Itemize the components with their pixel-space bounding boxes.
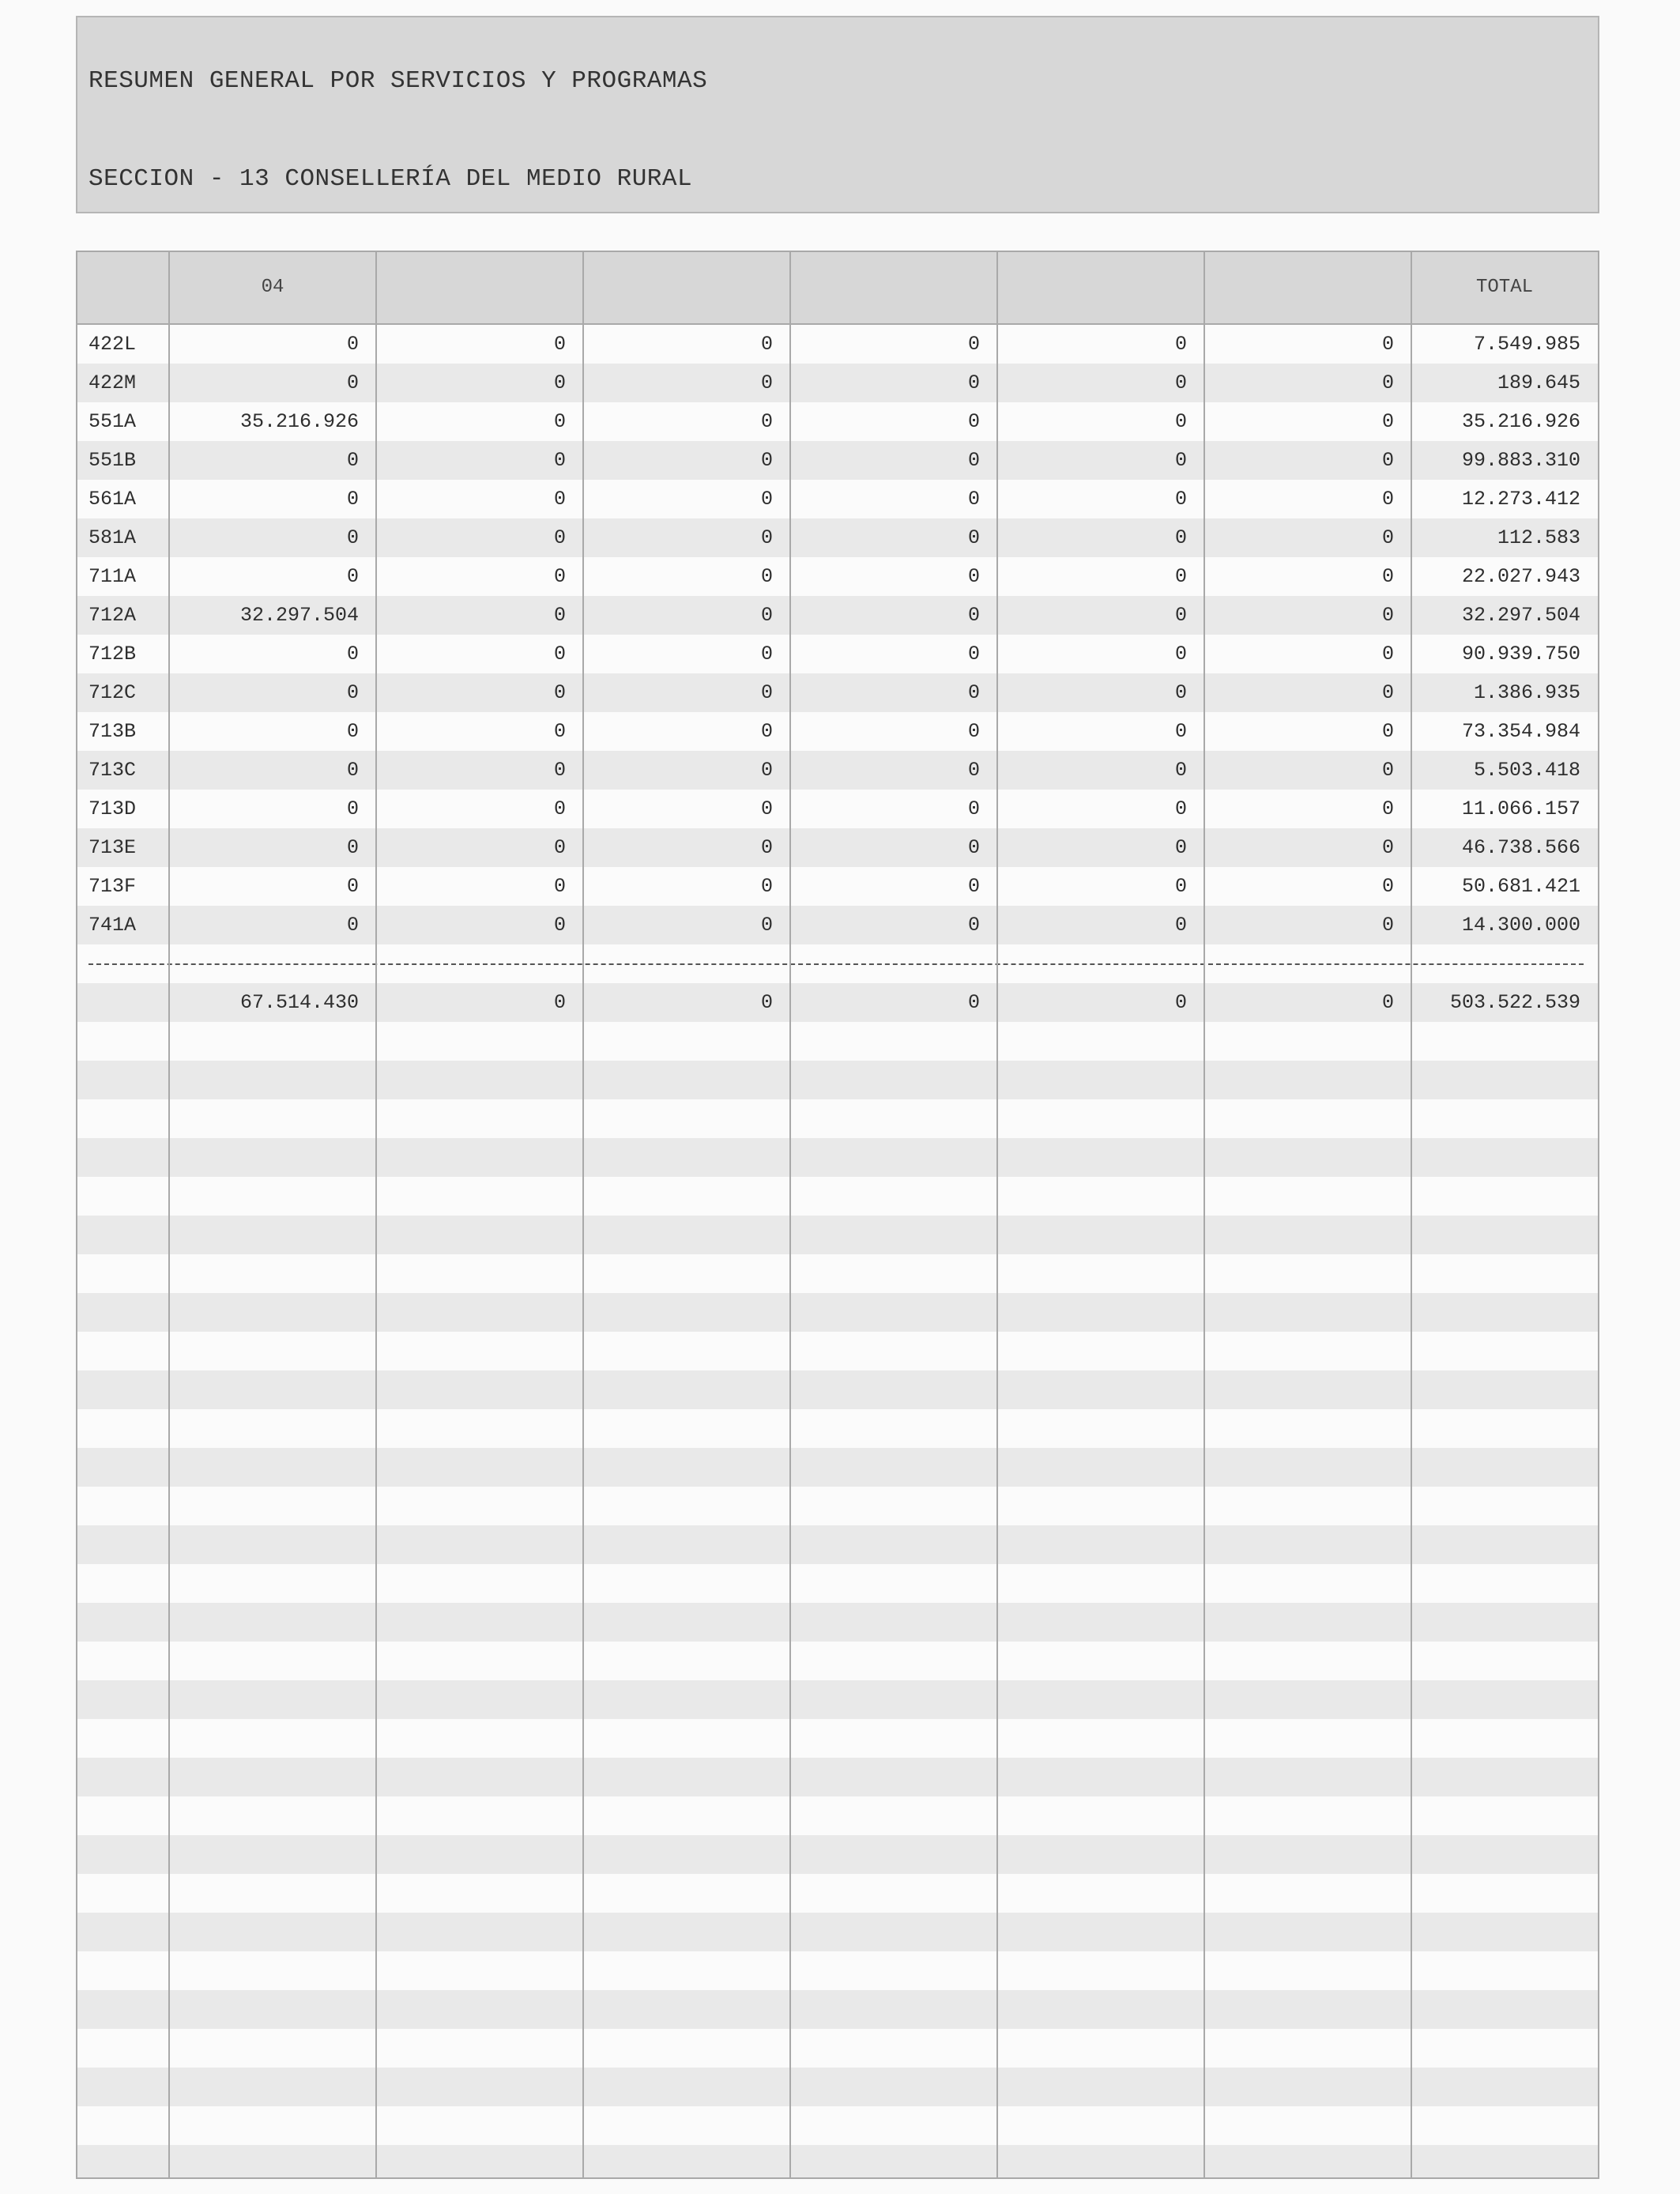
column-header-5 xyxy=(790,252,997,323)
empty-row xyxy=(77,1099,1598,1138)
empty-row xyxy=(77,1951,1598,1990)
cell-value: 0 xyxy=(553,371,566,394)
cell-value: 0 xyxy=(346,914,359,937)
table-row xyxy=(77,828,1598,867)
cell-value: 0 xyxy=(553,643,566,665)
cell-value: 0 xyxy=(967,488,980,511)
cell-value: 0 xyxy=(1381,526,1394,549)
program-code: 712C xyxy=(89,681,137,704)
cell-value: 0 xyxy=(1381,488,1394,511)
cell-value: 35.216.926 xyxy=(239,410,359,433)
empty-row xyxy=(77,1177,1598,1216)
empty-row xyxy=(77,1719,1598,1758)
table-row xyxy=(77,441,1598,480)
title-box xyxy=(76,16,1599,213)
cell-value: 0 xyxy=(1174,875,1187,898)
cell-value: 0 xyxy=(553,526,566,549)
cell-value: 0 xyxy=(1381,720,1394,743)
empty-row xyxy=(77,1293,1598,1332)
cell-value: 0 xyxy=(1381,565,1394,588)
cell-value: 0 xyxy=(760,333,773,356)
cell-value: 0 xyxy=(1174,720,1187,743)
row-total: 5.503.418 xyxy=(1473,759,1580,782)
cell-value: 0 xyxy=(760,565,773,588)
cell-value: 0 xyxy=(553,836,566,859)
column-total: 0 xyxy=(553,991,566,1014)
program-code: 713C xyxy=(89,759,137,782)
cell-value: 0 xyxy=(760,526,773,549)
cell-value: 0 xyxy=(1381,759,1394,782)
row-total: 14.300.000 xyxy=(1461,914,1580,937)
table-body xyxy=(77,325,1598,2177)
column-total: 0 xyxy=(760,991,773,1014)
empty-row xyxy=(77,1216,1598,1254)
table-row xyxy=(77,635,1598,673)
totals-label xyxy=(77,983,169,1022)
cell-value: 0 xyxy=(760,604,773,627)
cell-value: 0 xyxy=(1174,836,1187,859)
cell-value: 0 xyxy=(1381,797,1394,820)
cell-value: 0 xyxy=(967,410,980,433)
cell-value: 0 xyxy=(760,681,773,704)
empty-row xyxy=(77,1061,1598,1099)
cell-value: 0 xyxy=(553,759,566,782)
cell-value: 0 xyxy=(346,797,359,820)
cell-value: 0 xyxy=(346,681,359,704)
row-total: 35.216.926 xyxy=(1461,410,1580,433)
empty-row xyxy=(77,1487,1598,1525)
cell-value: 0 xyxy=(760,759,773,782)
empty-row xyxy=(77,1409,1598,1448)
row-total: 22.027.943 xyxy=(1461,565,1580,588)
cell-value: 0 xyxy=(553,875,566,898)
program-code: 551B xyxy=(89,449,137,472)
totals-row xyxy=(77,983,1598,1022)
column-header-total: TOTAL xyxy=(1475,277,1533,298)
cell-value: 0 xyxy=(346,371,359,394)
table-row xyxy=(77,402,1598,441)
cell-value: 0 xyxy=(553,681,566,704)
empty-row xyxy=(77,2029,1598,2068)
empty-row xyxy=(77,1874,1598,1913)
column-total: 0 xyxy=(1174,991,1187,1014)
cell-value: 0 xyxy=(1381,371,1394,394)
cell-value: 0 xyxy=(346,449,359,472)
cell-value: 0 xyxy=(1174,681,1187,704)
program-code: 551A xyxy=(89,410,137,433)
table-row xyxy=(77,906,1598,944)
cell-value: 0 xyxy=(760,836,773,859)
cell-value: 0 xyxy=(1174,410,1187,433)
empty-row xyxy=(77,1796,1598,1835)
empty-row xyxy=(77,1370,1598,1409)
empty-row xyxy=(77,1758,1598,1796)
cell-value: 0 xyxy=(553,914,566,937)
empty-row xyxy=(77,1680,1598,1719)
column-divider xyxy=(582,252,584,2177)
cell-value: 0 xyxy=(1381,410,1394,433)
program-code: 741A xyxy=(89,914,137,937)
cell-value: 0 xyxy=(1174,526,1187,549)
cell-value: 0 xyxy=(553,604,566,627)
cell-value: 0 xyxy=(1381,449,1394,472)
cell-value: 0 xyxy=(553,797,566,820)
table-row xyxy=(77,712,1598,751)
cell-value: 0 xyxy=(760,410,773,433)
cell-value: 0 xyxy=(967,720,980,743)
column-divider xyxy=(168,252,170,2177)
row-total: 112.583 xyxy=(1497,526,1580,549)
row-total: 1.386.935 xyxy=(1473,681,1580,704)
row-total: 7.549.985 xyxy=(1473,333,1580,356)
row-total: 189.645 xyxy=(1497,371,1580,394)
cell-value: 0 xyxy=(1174,759,1187,782)
cell-value: 0 xyxy=(346,643,359,665)
column-total: 0 xyxy=(1381,991,1394,1014)
column-divider xyxy=(375,252,377,2177)
cell-value: 0 xyxy=(1381,681,1394,704)
cell-value: 0 xyxy=(967,797,980,820)
grand-total: 503.522.539 xyxy=(1449,991,1580,1014)
program-code: 713D xyxy=(89,797,137,820)
column-divider xyxy=(789,252,791,2177)
column-header-7 xyxy=(1204,252,1411,323)
empty-row xyxy=(77,2106,1598,2145)
cell-value: 0 xyxy=(1381,643,1394,665)
row-total: 99.883.310 xyxy=(1461,449,1580,472)
column-header-04: 04 xyxy=(261,277,284,298)
program-code: 713F xyxy=(89,875,137,898)
empty-row xyxy=(77,1913,1598,1951)
column-divider xyxy=(1411,252,1412,2177)
row-total: 12.273.412 xyxy=(1461,488,1580,511)
cell-value: 0 xyxy=(346,875,359,898)
column-total: 67.514.430 xyxy=(239,991,359,1014)
cell-value: 0 xyxy=(760,371,773,394)
empty-row xyxy=(77,1564,1598,1603)
cell-value: 0 xyxy=(967,371,980,394)
program-code: 711A xyxy=(89,565,137,588)
summary-table xyxy=(76,251,1599,2179)
cell-value: 0 xyxy=(553,410,566,433)
table-row xyxy=(77,557,1598,596)
cell-value: 0 xyxy=(553,333,566,356)
cell-value: 0 xyxy=(967,333,980,356)
table-row xyxy=(77,751,1598,790)
table-header xyxy=(77,252,1598,325)
cell-value: 0 xyxy=(1381,836,1394,859)
empty-row xyxy=(77,2068,1598,2106)
cell-value: 0 xyxy=(967,914,980,937)
cell-value: 0 xyxy=(346,565,359,588)
cell-value: 0 xyxy=(346,333,359,356)
cell-value: 0 xyxy=(760,449,773,472)
column-header-6 xyxy=(997,252,1204,323)
column-total: 0 xyxy=(967,991,980,1014)
empty-row xyxy=(77,1603,1598,1642)
cell-value: 0 xyxy=(967,759,980,782)
cell-value: 0 xyxy=(346,720,359,743)
program-code: 713E xyxy=(89,836,137,859)
column-divider xyxy=(996,252,998,2177)
program-code: 713B xyxy=(89,720,137,743)
table-row xyxy=(77,364,1598,402)
table-row xyxy=(77,480,1598,518)
cell-value: 0 xyxy=(1174,565,1187,588)
program-code: 712B xyxy=(89,643,137,665)
cell-value: 0 xyxy=(760,914,773,937)
cell-value: 0 xyxy=(1381,875,1394,898)
cell-value: 0 xyxy=(967,875,980,898)
program-code: 422L xyxy=(89,333,137,356)
program-code: 561A xyxy=(89,488,137,511)
empty-row xyxy=(77,1332,1598,1370)
table-row xyxy=(77,325,1598,364)
empty-row xyxy=(77,1022,1598,1061)
cell-value: 0 xyxy=(346,488,359,511)
section-title: SECCION - 13 CONSELLERÍA DEL MEDIO RURAL xyxy=(89,165,693,193)
empty-row xyxy=(77,1525,1598,1564)
cell-value: 0 xyxy=(553,488,566,511)
column-header-code xyxy=(77,252,169,323)
cell-value: 0 xyxy=(967,449,980,472)
cell-value: 0 xyxy=(1174,914,1187,937)
empty-row xyxy=(77,1990,1598,2029)
cell-value: 0 xyxy=(967,836,980,859)
cell-value: 0 xyxy=(1174,604,1187,627)
cell-value: 0 xyxy=(967,526,980,549)
cell-value: 0 xyxy=(760,488,773,511)
cell-value: 0 xyxy=(967,681,980,704)
cell-value: 0 xyxy=(760,875,773,898)
empty-row xyxy=(77,1448,1598,1487)
cell-value: 0 xyxy=(1381,914,1394,937)
empty-row xyxy=(77,1835,1598,1874)
dashed-separator xyxy=(89,963,1584,965)
report-title: RESUMEN GENERAL POR SERVICIOS Y PROGRAMAS xyxy=(89,67,708,95)
program-code: 581A xyxy=(89,526,137,549)
cell-value: 0 xyxy=(553,449,566,472)
cell-value: 0 xyxy=(346,759,359,782)
cell-value: 0 xyxy=(967,604,980,627)
cell-value: 0 xyxy=(967,565,980,588)
row-total: 46.738.566 xyxy=(1461,836,1580,859)
empty-row xyxy=(77,1254,1598,1293)
table-row xyxy=(77,596,1598,635)
cell-value: 0 xyxy=(1174,488,1187,511)
cell-value: 0 xyxy=(553,720,566,743)
row-total: 50.681.421 xyxy=(1461,875,1580,898)
row-total: 90.939.750 xyxy=(1461,643,1580,665)
table-row xyxy=(77,790,1598,828)
cell-value: 0 xyxy=(346,526,359,549)
row-total: 32.297.504 xyxy=(1461,604,1580,627)
cell-value: 0 xyxy=(760,643,773,665)
cell-value: 0 xyxy=(1174,333,1187,356)
cell-value: 0 xyxy=(1381,604,1394,627)
empty-row xyxy=(77,2145,1598,2179)
table-row xyxy=(77,518,1598,557)
program-code: 422M xyxy=(89,371,137,394)
cell-value: 0 xyxy=(553,565,566,588)
separator-row xyxy=(77,944,1598,983)
table-row xyxy=(77,867,1598,906)
empty-row xyxy=(77,1642,1598,1680)
column-header-3 xyxy=(376,252,583,323)
column-divider xyxy=(1203,252,1205,2177)
empty-row xyxy=(77,1138,1598,1177)
program-code: 712A xyxy=(89,604,137,627)
row-total: 11.066.157 xyxy=(1461,797,1580,820)
cell-value: 0 xyxy=(967,643,980,665)
cell-value: 0 xyxy=(1174,643,1187,665)
row-total: 73.354.984 xyxy=(1461,720,1580,743)
cell-value: 0 xyxy=(1381,333,1394,356)
cell-value: 0 xyxy=(1174,797,1187,820)
cell-value: 0 xyxy=(760,797,773,820)
cell-value: 0 xyxy=(346,836,359,859)
cell-value: 32.297.504 xyxy=(239,604,359,627)
column-header-4 xyxy=(583,252,790,323)
cell-value: 0 xyxy=(1174,371,1187,394)
table-row xyxy=(77,673,1598,712)
cell-value: 0 xyxy=(1174,449,1187,472)
cell-value: 0 xyxy=(760,720,773,743)
